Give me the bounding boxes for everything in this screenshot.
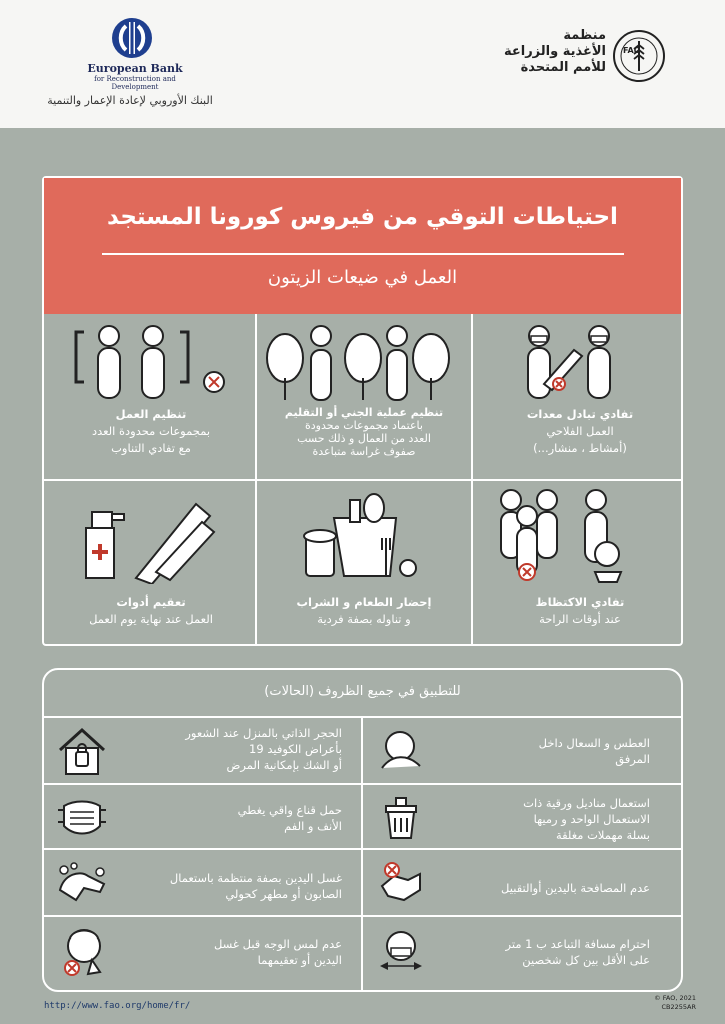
caption-line: العدد من العمال و ذلك حسب (297, 432, 431, 445)
rule-line: أو الشك بإمكانية المرض (226, 758, 342, 772)
footer-url-link[interactable]: http://www.fao.org/home/fr/ (44, 1001, 191, 1011)
caption-line: صفوف غراسة متباعدة (312, 445, 416, 458)
ebrd-logo-icon (111, 16, 153, 60)
grid-divider (44, 479, 681, 481)
caption-line: عند أوقات الراحة (539, 612, 621, 626)
caption-line: و تناوله بصفة فردية (317, 612, 411, 626)
fao-name-ar (486, 28, 606, 76)
fao-name-line: منظمة (563, 28, 606, 43)
fao-logo-icon (612, 29, 666, 83)
fao-name-line: الأغذية والزراعة (503, 44, 606, 59)
rule-line: غسل اليدين بصفة منتظمة باستعمال (169, 871, 342, 885)
hand-washing-icon (54, 860, 110, 906)
workers-among-trees-icon (263, 322, 463, 402)
caption-line: مع تفادي التناوب (111, 441, 191, 455)
measure-caption (258, 406, 470, 458)
header-bar (0, 0, 725, 128)
ebrd-name-en: European Bank (87, 62, 183, 75)
caption-line: العمل عند نهاية يوم العمل (89, 612, 213, 626)
measure-caption (48, 406, 254, 457)
rule-text (120, 936, 342, 968)
caption-line: إحضار الطعام و الشراب (296, 595, 432, 609)
rule-line: العطس و السعال داخل (538, 736, 650, 750)
rule-text (120, 802, 342, 834)
trash-bin-tissues-icon (378, 794, 424, 840)
workers-group-rotation-icon (70, 322, 240, 402)
rule-line: بسلة مهملات مغلقة (555, 828, 650, 842)
copyright-text: © FAO, 2021 (654, 994, 696, 1002)
rule-text (120, 725, 342, 773)
rules-divider (44, 783, 681, 785)
rules-divider (44, 915, 681, 917)
fao-name-line: للأمم المتحدة (520, 60, 606, 75)
rules-divider (44, 848, 681, 850)
caption-line: العمل الفلاحي (546, 424, 614, 438)
caption-line: بمجموعات محدودة العدد (91, 424, 211, 438)
caption-line: باعتماد مجموعات محدودة (305, 419, 423, 432)
cough-elbow-icon (378, 728, 424, 774)
rule-text (430, 880, 650, 896)
caption-line: تفادي الاكتظاظ (535, 595, 625, 609)
rule-line: بأعراض الكوفيد 19 (249, 742, 342, 756)
rule-line: على الأقل بين كل شخصين (522, 953, 650, 967)
page-subtitle: العمل في ضيعات الزيتون (267, 267, 458, 288)
measure-caption (480, 594, 680, 628)
measure-caption (258, 594, 470, 628)
title-divider (102, 253, 624, 255)
rule-text (440, 735, 650, 767)
rule-line: الأنف و الفم (284, 819, 342, 833)
measure-caption (48, 594, 254, 628)
caption-line: تعقيم أدوات (116, 595, 186, 609)
document-code: CB2255AR (661, 1003, 696, 1011)
rule-line: عدم لمس الوجه قبل غسل (213, 937, 342, 951)
rules-divider (361, 716, 363, 990)
measure-caption (480, 406, 680, 457)
rule-line: عدم المصافحة باليدين أوالتقبيل (501, 881, 650, 895)
rule-line: احترام مسافة التباعد ب 1 متر (505, 937, 650, 951)
caption-line: تفادي تبادل معدات (526, 407, 634, 421)
ebrd-name (70, 62, 200, 91)
rule-line: حمل قناع واقي يغطي (237, 803, 342, 817)
no-face-touch-icon (60, 924, 108, 978)
rule-line: الاستعمال الواحد و رميها (533, 812, 650, 826)
rule-text (430, 936, 650, 968)
social-distance-icon (378, 926, 424, 972)
food-and-drink-icon (300, 488, 425, 584)
caption-line: تنظيم عملية الجني أو التقليم (284, 406, 444, 419)
saw-shears-exchange-icon (516, 322, 636, 402)
rule-line: اليدين أو تعقيمهما (257, 953, 342, 967)
footer-copyright (640, 994, 696, 1012)
ebrd-sub-en: for Reconstruction and Development (94, 75, 176, 91)
rule-line: استعمال مناديل ورقية ذات (523, 796, 650, 810)
rule-text (430, 795, 650, 843)
rule-line: الحجر الذاتي بالمنزل عند الشعور (185, 726, 342, 740)
crowd-no-gathering-icon (495, 488, 645, 584)
disinfect-tools-icon (76, 492, 226, 584)
rule-line: المرفق (615, 752, 650, 766)
caption-line: (أمشاط ، منشار...) (533, 441, 627, 455)
rules-header (44, 670, 681, 718)
title-banner (44, 178, 681, 314)
rule-text (120, 870, 342, 902)
rules-title: للتطبيق في جميع الظروف (الحالات) (264, 684, 461, 699)
ebrd-name-ar: البنك الأوروبي لإعادة الإعمار والتنمية (47, 94, 213, 107)
page-title: احتياطات التوقي من فيروس كورونا المستجد (107, 204, 618, 230)
caption-line: تنظيم العمل (115, 407, 187, 421)
face-mask-icon (56, 796, 108, 840)
fao-logo-letter-f: FAO (623, 46, 641, 55)
no-handshake-icon (378, 860, 424, 906)
rule-line: الصابون أو مطهر كحولي (225, 887, 342, 901)
home-quarantine-icon (56, 726, 108, 776)
